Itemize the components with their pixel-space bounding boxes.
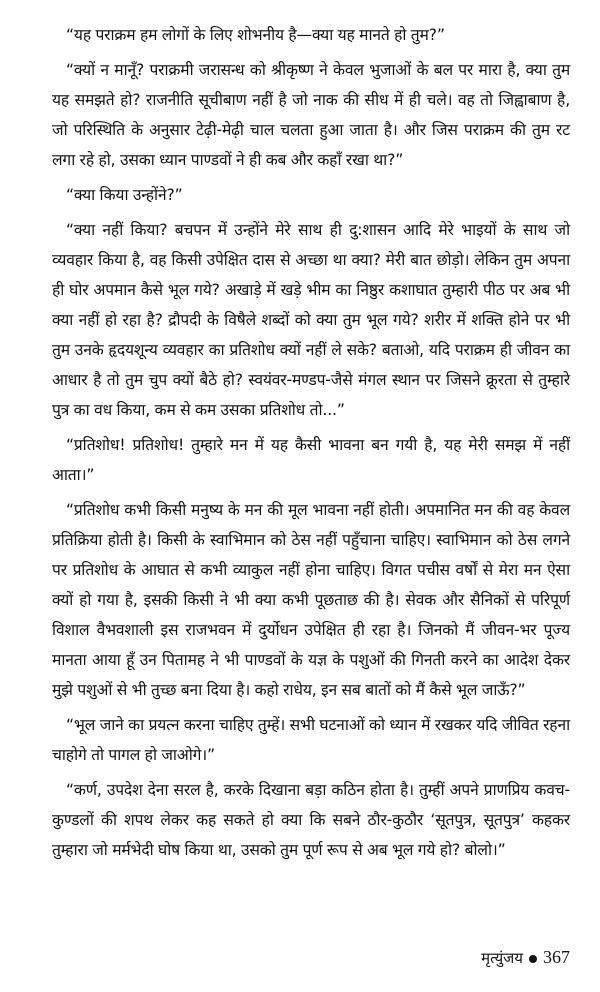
book-title: मृत्युंजय	[481, 949, 523, 967]
paragraph: “क्या किया उन्होंने?”	[66, 186, 183, 204]
paragraph: “यह पराक्रम हम लोगों के लिए शोभनीय है—क्या यह मानते हो तुम?”	[66, 26, 445, 44]
paragraph: “क्यों न मानूँ? पराक्रमी जरासन्ध को श्रीकृष्ण ने केवल भुजाओं के बल पर मारा है, क्या तुम यह समझते हो? राजनीति सूचीबाण नहीं है जो नाक की सीध में ही चले। वह तो जिह्वाबाण है, जो परिस्थिति के अनुसार टेढ़ी-मेढ़ी चाल चलता हुआ जाता है। और जिस पराक्रम की तुम रट लगा रहे हो, उसका ध्यान पाण्डवों ने ही कब और कहाँ रखा था?”	[52, 61, 570, 169]
paragraph: “प्रतिशोध कभी किसी मनुष्य के मन की मूल भावना नहीं होती। अपमानित मन की वह केवल प्रतिक्रिया होती है। किसी के स्वाभिमान को ठेस नहीं पहुँचाना चाहिए। स्वाभिमान को ठेस लगने पर प्रतिशोध के आघात से कभी व्याकुल नहीं होना चाहिए। विगत पचीस वर्षों से मेरा मन ऐसा क्यों हो गया है, इसकी किसी ने भी क्या कभी पूछताछ की है। सेवक और सैनिकों से परिपूर्ण विशाल वैभवशाली इस राजभवन में दुर्योधन उपेक्षित ही रहा है। जिनको मैं जीवन-भर पूज्य मानता आया हूँ उन पितामह ने भी पाण्डवों के यज्ञ के पशुओं की गिनती करने का आदेश देकर मुझे पशुओं से भी तुच्छ बना दिया है। कहो राधेय, इन सब बातों को मैं कैसे भूल जाऊँ?”	[52, 501, 570, 699]
page-number: 367	[543, 947, 570, 967]
paragraph: “प्रतिशोध! प्रतिशोध! तुम्हारे मन में यह कैसी भावना बन गयी है, यह मेरी समझ में नहीं आता।”	[52, 436, 570, 484]
bullet-separator	[529, 955, 537, 963]
paragraph: “भूल जाने का प्रयत्न करना चाहिए तुम्हें। सभी घटनाओं को ध्यान में रखकर यदि जीवित रहना चाहोगे तो पागल हो जाओगे।”	[52, 716, 570, 764]
paragraph: “कर्ण, उपदेश देना सरल है, करके दिखाना बड़ा कठिन होता है। तुम्हीं अपने प्राणप्रिय कवच-कुण्डलों की शपथ लेकर कह सकते हो क्या कि सबने ठौर-कुठौर ‘सूतपुत्र, सूतपुत्र’ कहकर तुम्हारा जो मर्मभेदी घोष किया था, उसको तुम पूर्ण रूप से अब भूल गये हो? बोलो।”	[52, 781, 570, 859]
paragraph: “क्या नहीं किया? बचपन में उन्होंने मेरे साथ ही दु:शासन आदि मेरे भाइयों के साथ जो व्यवहार किया है, वह किसी उपेक्षित दास से अच्छा था क्या? मेरी बात छोड़ो। लेकिन तुम अपना ही घोर अपमान कैसे भूल गये? अखाड़े में खड़े भीम का निष्ठुर कशाघात तुम्हारी पीठ पर अब भी क्या नहीं हो रहा है? द्रौपदी के विषैले शब्दों को क्या तुम भूल गये? शरीर में शक्ति होने पर भी तुम उनके हृदयशून्य व्यवहार का प्रतिशोध क्यों नहीं ले सके? बताओ, यदि पराक्रम ही जीवन का आधार है तो तुम चुप क्यों बैठे हो? स्वयंवर-मण्डप-जैसे मंगल स्थान पर जिसने क्रूरता से तुम्हारे पुत्र का वध किया, कम से कम उसका प्रतिशोध तो...”	[52, 221, 570, 419]
page-footer	[481, 945, 570, 970]
page-body	[52, 20, 570, 870]
